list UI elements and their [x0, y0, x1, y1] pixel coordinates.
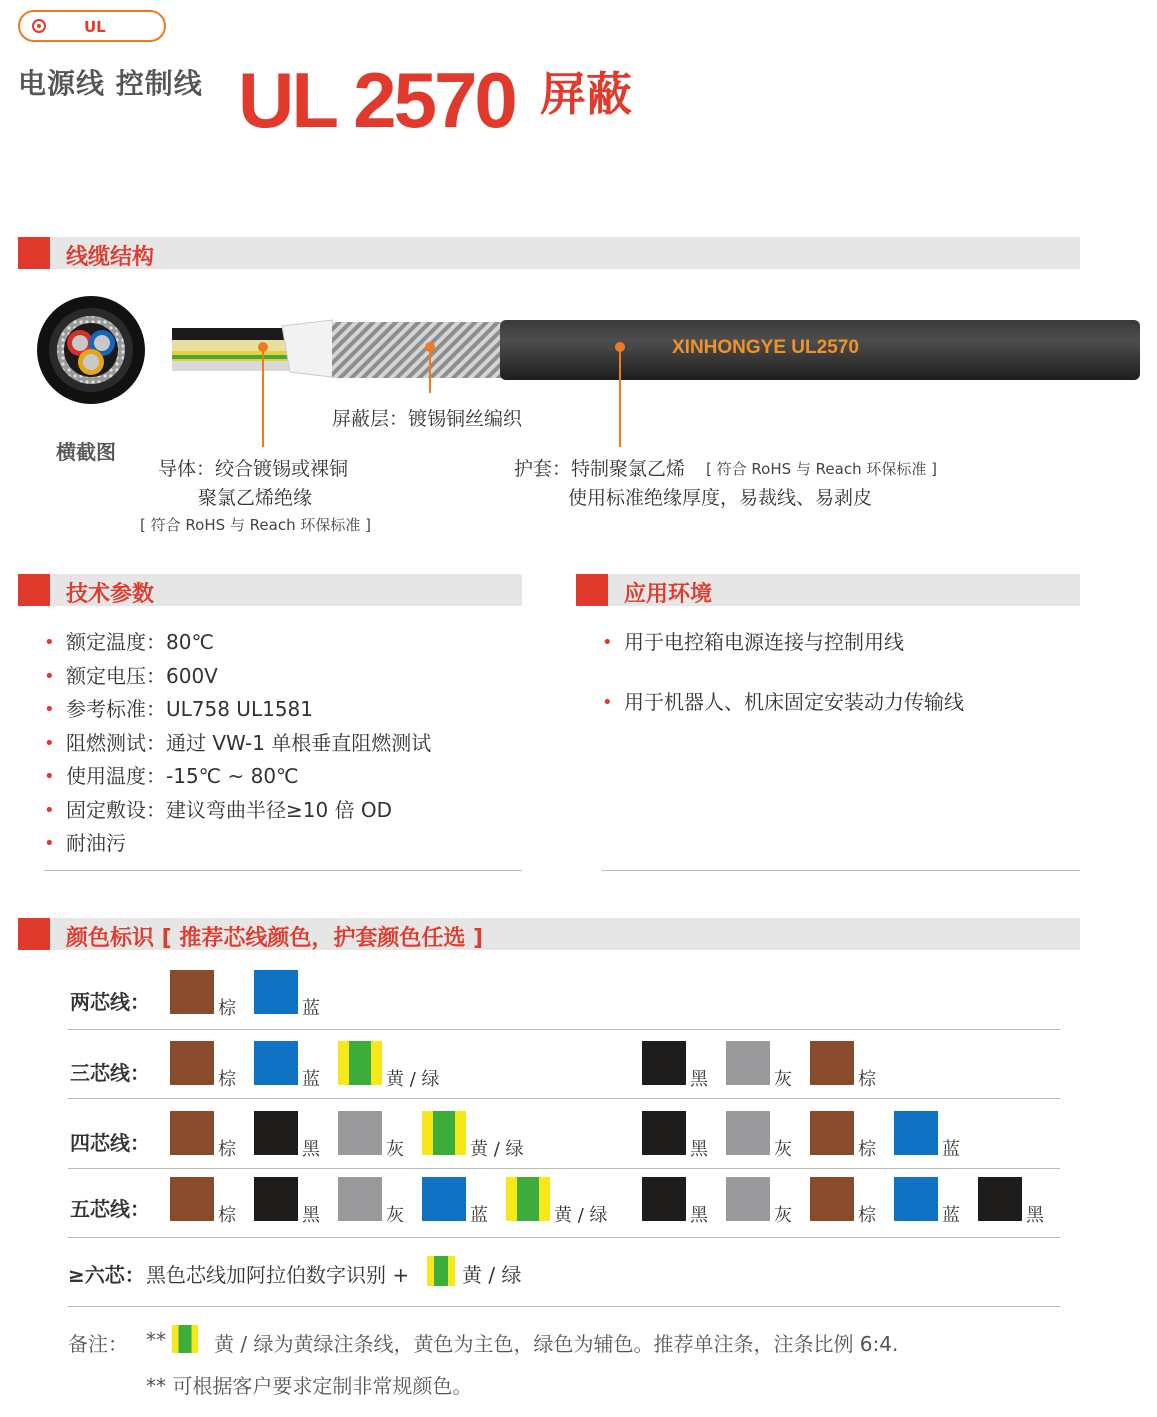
section-title: 颜色标识 [ 推荐芯线颜色，护套颜色任选 ]: [66, 926, 484, 951]
color-swatch: [642, 1177, 686, 1221]
color-swatch: [170, 1041, 214, 1085]
section-tech-header: [18, 574, 522, 606]
conductor-rohs-note: [ 符合 RoHS 与 Reach 环保标准 ]: [140, 516, 371, 534]
color-swatch: [978, 1177, 1022, 1221]
color-swatch-label: 灰: [774, 1139, 792, 1160]
section-title: 线缆结构: [66, 245, 155, 270]
callout-line: [262, 347, 264, 447]
color-swatch: [254, 1111, 298, 1155]
color-swatch-label: 黑: [690, 1205, 708, 1226]
callout-line: [619, 347, 621, 447]
color-swatch-label: 灰: [386, 1139, 404, 1160]
shield-type: 屏蔽: [540, 67, 632, 121]
callout-line: [429, 347, 431, 393]
color-swatch: [254, 1177, 298, 1221]
jacket-rohs-note: [ 符合 RoHS 与 Reach 环保标准 ]: [706, 460, 937, 478]
section-title: 技术参数: [66, 582, 155, 607]
yellow-green-swatch: [338, 1041, 382, 1085]
section-square-icon: [576, 574, 608, 606]
color-swatch-label: 黄 / 绿: [386, 1069, 440, 1090]
divider: [68, 1237, 1060, 1238]
section-structure-header: [18, 237, 1080, 269]
color-swatch-label: 黑: [302, 1205, 320, 1226]
conductor-caption: 导体：绞合镀锡或裸铜: [158, 458, 349, 480]
color-swatch-label: 棕: [858, 1205, 876, 1226]
color-swatch-label: 棕: [858, 1139, 876, 1160]
color-swatch-label: 蓝: [470, 1205, 488, 1226]
color-swatch-label: 棕: [218, 1069, 236, 1090]
color-swatch: [642, 1041, 686, 1085]
divider: [68, 1029, 1060, 1030]
color-swatch: [894, 1177, 938, 1221]
color-swatch: [810, 1111, 854, 1155]
cross-section-image: [36, 295, 146, 405]
color-swatch-label: 灰: [774, 1205, 792, 1226]
color-swatch: [254, 1041, 298, 1085]
yellow-green-swatch: [506, 1177, 550, 1221]
color-swatch-label: 棕: [218, 1139, 236, 1160]
color-swatch-label: 棕: [218, 998, 236, 1019]
section-application-header: [576, 574, 1080, 606]
section-title: 应用环境: [624, 582, 713, 607]
product-category: 电源线 控制线: [18, 67, 203, 100]
color-swatch: [170, 1177, 214, 1221]
shield-caption: 屏蔽层：镀锡铜丝编织: [332, 408, 523, 430]
color-swatch: [338, 1177, 382, 1221]
ul-badge: [18, 10, 166, 42]
color-swatch: [170, 1111, 214, 1155]
color-swatch-label: 黑: [690, 1139, 708, 1160]
tech-param-list: [44, 626, 431, 861]
radio-dot-icon: [32, 19, 46, 33]
color-swatch-label: 灰: [774, 1069, 792, 1090]
divider: [44, 870, 522, 871]
section-colors-header: [18, 918, 1080, 950]
color-swatch-label: 棕: [218, 1205, 236, 1226]
insulation-caption: 聚氯乙烯绝缘: [198, 487, 313, 509]
core-row-label: 三芯线：: [70, 1061, 150, 1085]
six-core-text: 黑色芯线加阿拉伯数字识别 +: [146, 1263, 410, 1287]
note-line-2: ** 可根据客户要求定制非常规颜色。: [146, 1374, 473, 1398]
section-square-icon: [18, 237, 50, 269]
six-core-yg-label: 黄 / 绿: [462, 1263, 522, 1287]
color-swatch-label: 蓝: [302, 1069, 320, 1090]
color-swatch-label: 棕: [858, 1069, 876, 1090]
color-swatch: [810, 1177, 854, 1221]
list-item: • 用于机器人、机床固定安装动力传输线: [602, 686, 964, 720]
ul-badge-label: UL: [84, 18, 106, 36]
model-number: UL 2570: [238, 56, 515, 144]
color-swatch: [338, 1111, 382, 1155]
list-item: • 固定敷设：建议弯曲半径≥10 倍 OD: [44, 794, 431, 828]
jacket-caption: 护套：特制聚氯乙烯: [514, 458, 686, 480]
list-item: • 额定温度：80℃: [44, 626, 431, 660]
color-swatch-label: 蓝: [302, 998, 320, 1019]
color-swatch-label: 黑: [690, 1069, 708, 1090]
core-row-label: 两芯线：: [70, 990, 150, 1014]
divider: [68, 1306, 1060, 1307]
color-swatch: [726, 1111, 770, 1155]
color-swatch-label: 灰: [386, 1205, 404, 1226]
cable-print-text: XINHONGYE UL2570: [672, 337, 859, 358]
color-swatch-label: 黑: [1026, 1205, 1044, 1226]
color-swatch: [170, 970, 214, 1014]
list-item: • 耐油污: [44, 827, 431, 861]
color-swatch-label: 蓝: [942, 1139, 960, 1160]
divider: [68, 1098, 1060, 1099]
application-list: [602, 626, 964, 719]
core-row-label: 五芯线：: [70, 1197, 150, 1221]
cable-side-image: [172, 300, 1140, 410]
list-item: • 参考标准：UL758 UL1581: [44, 693, 431, 727]
divider: [602, 870, 1080, 871]
yellow-green-swatch: [427, 1256, 455, 1286]
color-swatch-label: 黄 / 绿: [470, 1139, 524, 1160]
note-label: 备注：: [68, 1332, 128, 1356]
color-swatch: [254, 970, 298, 1014]
cross-section-label: 横截图: [56, 440, 116, 464]
color-swatch: [726, 1177, 770, 1221]
yellow-green-swatch: [172, 1325, 198, 1353]
color-swatch: [642, 1111, 686, 1155]
yellow-green-swatch: [422, 1111, 466, 1155]
list-item: • 使用温度：-15℃ ~ 80℃: [44, 760, 431, 794]
color-swatch-label: 黑: [302, 1139, 320, 1160]
section-square-icon: [18, 918, 50, 950]
note-line-1: 黄 / 绿为黄绿注条线，黄色为主色，绿色为辅色。推荐单注条，注条比例 6:4.: [214, 1332, 899, 1356]
color-swatch-label: 黄 / 绿: [554, 1205, 608, 1226]
color-swatch: [810, 1041, 854, 1085]
list-item: • 额定电压：600V: [44, 660, 431, 694]
list-item: • 阻燃测试：通过 VW-1 单根垂直阻燃测试: [44, 727, 431, 761]
core-row-label: 四芯线：: [70, 1131, 150, 1155]
color-swatch: [726, 1041, 770, 1085]
jacket-description: 使用标准绝缘厚度，易裁线、易剥皮: [568, 487, 873, 509]
section-square-icon: [18, 574, 50, 606]
list-item: • 用于电控箱电源连接与控制用线: [602, 626, 964, 660]
color-swatch-label: 蓝: [942, 1205, 960, 1226]
color-swatch: [894, 1111, 938, 1155]
note-stars: **: [146, 1328, 166, 1352]
color-swatch: [422, 1177, 466, 1221]
divider: [68, 1168, 1060, 1169]
six-core-prefix: ≥六芯：: [68, 1263, 145, 1287]
